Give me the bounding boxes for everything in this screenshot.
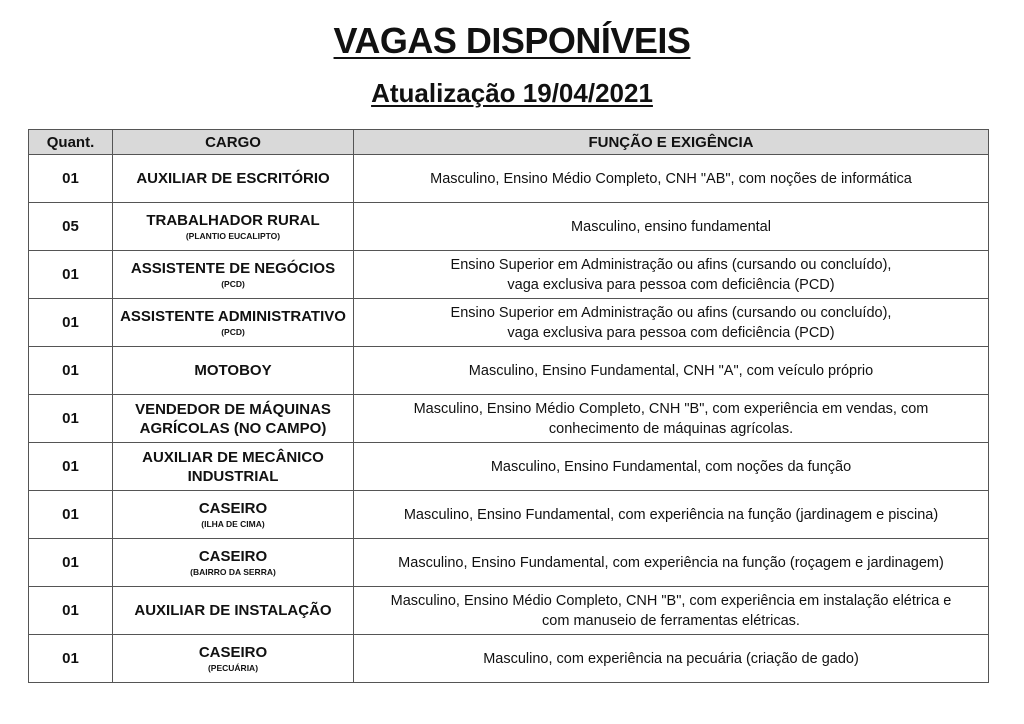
quantity-cell: 01 — [29, 539, 113, 587]
table-row — [29, 443, 989, 491]
requirements-line: vaga exclusiva para pessoa com deficiência (PCD) — [507, 276, 835, 293]
quantity-cell: 01 — [29, 635, 113, 683]
cargo-title: CASEIRO — [198, 548, 268, 565]
cargo-cell — [113, 347, 354, 395]
requirements-cell — [354, 539, 989, 587]
quantity-cell: 01 — [29, 491, 113, 539]
cargo-title: AUXILIAR DE INSTALAÇÃO — [134, 602, 332, 619]
quantity-cell: 01 — [29, 443, 113, 491]
jobs-table — [28, 129, 989, 683]
requirements-line: Ensino Superior em Administração ou afins (cursando ou concluído), — [450, 304, 892, 321]
quantity-cell: 01 — [29, 251, 113, 299]
table-body — [29, 155, 989, 683]
cargo-cell — [113, 635, 354, 683]
page-title — [0, 20, 1024, 62]
title-text: VAGAS DISPONÍVEIS — [333, 20, 691, 61]
cargo-detail: (PLANTIO EUCALIPTO) — [185, 231, 281, 241]
cargo-cell — [113, 539, 354, 587]
table-row — [29, 395, 989, 443]
requirements-line: Masculino, Ensino Fundamental, com noções da função — [490, 458, 852, 475]
cargo-cell — [113, 491, 354, 539]
cargo-cell — [113, 251, 354, 299]
requirements-line: Ensino Superior em Administração ou afins (cursando ou concluído), — [450, 256, 892, 273]
quantity-cell: 01 — [29, 395, 113, 443]
table-row — [29, 539, 989, 587]
table-row — [29, 251, 989, 299]
cargo-title: AUXILIAR DE ESCRITÓRIO — [136, 170, 330, 187]
cargo-cell — [113, 443, 354, 491]
cargo-title: ASSISTENTE DE NEGÓCIOS — [130, 260, 336, 277]
requirements-cell — [354, 587, 989, 635]
table-row — [29, 203, 989, 251]
requirements-line: conhecimento de máquinas agrícolas. — [548, 420, 794, 437]
cargo-cell — [113, 299, 354, 347]
requirements-line: Masculino, Ensino Fundamental, com experiência na função (jardinagem e piscina) — [403, 506, 939, 523]
requirements-line: Masculino, com experiência na pecuária (criação de gado) — [483, 650, 859, 667]
requirements-cell — [354, 299, 989, 347]
page-subtitle — [0, 78, 1024, 109]
cargo-detail: (ILHA DE CIMA) — [201, 519, 265, 529]
requirements-cell — [354, 635, 989, 683]
cargo-title: MOTOBOY — [194, 362, 272, 379]
cargo-cell — [113, 203, 354, 251]
cargo-detail: (BAIRRO DA SERRA) — [190, 567, 276, 577]
requirements-line: Masculino, Ensino Médio Completo, CNH "B", com experiência em vendas, com — [413, 400, 929, 417]
requirements-cell — [354, 155, 989, 203]
requirements-cell — [354, 395, 989, 443]
cargo-title: VENDEDOR DE MÁQUINAS AGRÍCOLAS (NO CAMPO) — [135, 400, 331, 437]
cargo-title: AUXILIAR DE MECÂNICO INDUSTRIAL — [142, 448, 324, 485]
requirements-cell — [354, 251, 989, 299]
requirements-cell — [354, 443, 989, 491]
quantity-cell: 01 — [29, 155, 113, 203]
table-row — [29, 347, 989, 395]
requirements-line: Masculino, Ensino Fundamental, com experiência na função (roçagem e jardinagem) — [398, 554, 944, 571]
requirements-cell — [354, 491, 989, 539]
requirements-line: vaga exclusiva para pessoa com deficiência (PCD) — [507, 324, 835, 341]
cargo-detail: (PCD) — [221, 327, 245, 337]
cargo-cell — [113, 587, 354, 635]
cargo-detail: (PECUÁRIA) — [207, 663, 259, 673]
cargo-detail: (PCD) — [221, 279, 245, 289]
requirements-cell — [354, 347, 989, 395]
requirements-cell — [354, 203, 989, 251]
table-row — [29, 299, 989, 347]
table-row — [29, 635, 989, 683]
requirements-line: Masculino, Ensino Médio Completo, CNH "AB", com noções de informática — [430, 170, 912, 187]
table-row — [29, 491, 989, 539]
column-header-cargo: CARGO — [113, 130, 354, 155]
requirements-line: Masculino, ensino fundamental — [571, 218, 771, 235]
quantity-cell: 01 — [29, 347, 113, 395]
column-header-quant: Quant. — [29, 130, 113, 155]
requirements-line: com manuseio de ferramentas elétricas. — [542, 612, 800, 629]
cargo-cell — [113, 155, 354, 203]
quantity-cell: 01 — [29, 299, 113, 347]
cargo-title: CASEIRO — [198, 644, 268, 661]
quantity-cell: 05 — [29, 203, 113, 251]
table-header-row — [29, 130, 989, 155]
cargo-title: TRABALHADOR RURAL — [146, 212, 320, 229]
table-row — [29, 587, 989, 635]
requirements-line: Masculino, Ensino Médio Completo, CNH "B", com experiência em instalação elétrica e — [390, 592, 952, 609]
quantity-cell: 01 — [29, 587, 113, 635]
cargo-cell — [113, 395, 354, 443]
table-row — [29, 155, 989, 203]
cargo-title: CASEIRO — [198, 500, 268, 517]
column-header-funcao: FUNÇÃO E EXIGÊNCIA — [354, 130, 989, 155]
subtitle-text: Atualização 19/04/2021 — [371, 78, 653, 108]
requirements-line: Masculino, Ensino Fundamental, CNH "A", com veículo próprio — [468, 362, 874, 379]
cargo-title: ASSISTENTE ADMINISTRATIVO — [120, 308, 346, 325]
